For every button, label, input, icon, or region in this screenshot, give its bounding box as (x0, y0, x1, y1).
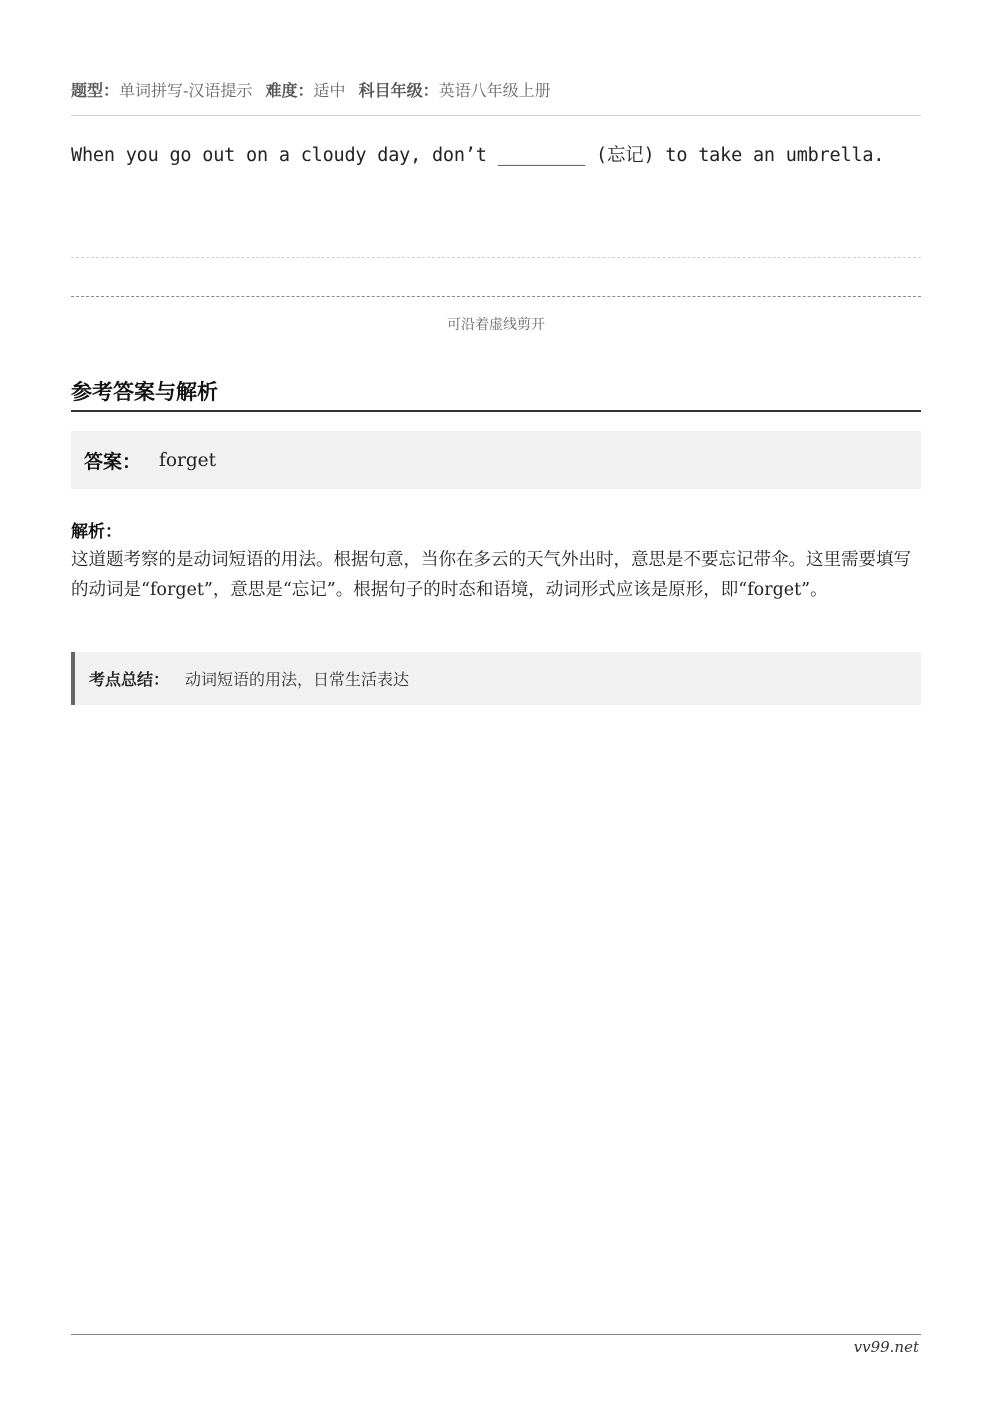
question-text: When you go out on a cloudy day, don’t ________ (忘记) to take an umbrella. (71, 145, 885, 166)
difficulty-value: 适中 (313, 81, 346, 100)
summary-label: 考点总结： (89, 670, 170, 689)
subject-label: 科目年级： (358, 81, 439, 100)
section-title-divider (71, 410, 921, 412)
summary-value: 动词短语的用法，日常生活表达 (185, 670, 410, 689)
summary-box (71, 652, 921, 705)
footer-divider (71, 1334, 921, 1335)
type-label: 题型： (71, 81, 120, 100)
answer-value: forget (159, 449, 217, 471)
answer-writing-line (71, 257, 921, 258)
type-value: 单词拼写-汉语提示 (119, 81, 253, 100)
answer-label: 答案： (84, 450, 142, 473)
header-divider (71, 115, 921, 116)
footer-site: vv99.net (853, 1338, 919, 1356)
analysis-text: 这道题考察的是动词短语的用法。根据句意，当你在多云的天气外出时，意思是不要忘记带伞。这里需要填写的动词是“forget”，意思是“忘记”。根据句子的时态和语境，动词形式应该是原形，即“forget”。 (71, 550, 911, 600)
subject-value: 英语八年级上册 (438, 81, 551, 100)
answer-box (71, 431, 921, 489)
difficulty-label: 难度： (265, 81, 314, 100)
cut-line (71, 296, 921, 297)
answer-section-title: 参考答案与解析 (71, 379, 218, 404)
question-meta (71, 78, 559, 101)
document-page (71, 0, 921, 1403)
analysis-label: 解析： (71, 522, 122, 542)
cut-hint: 可沿着虚线剪开 (447, 317, 545, 333)
